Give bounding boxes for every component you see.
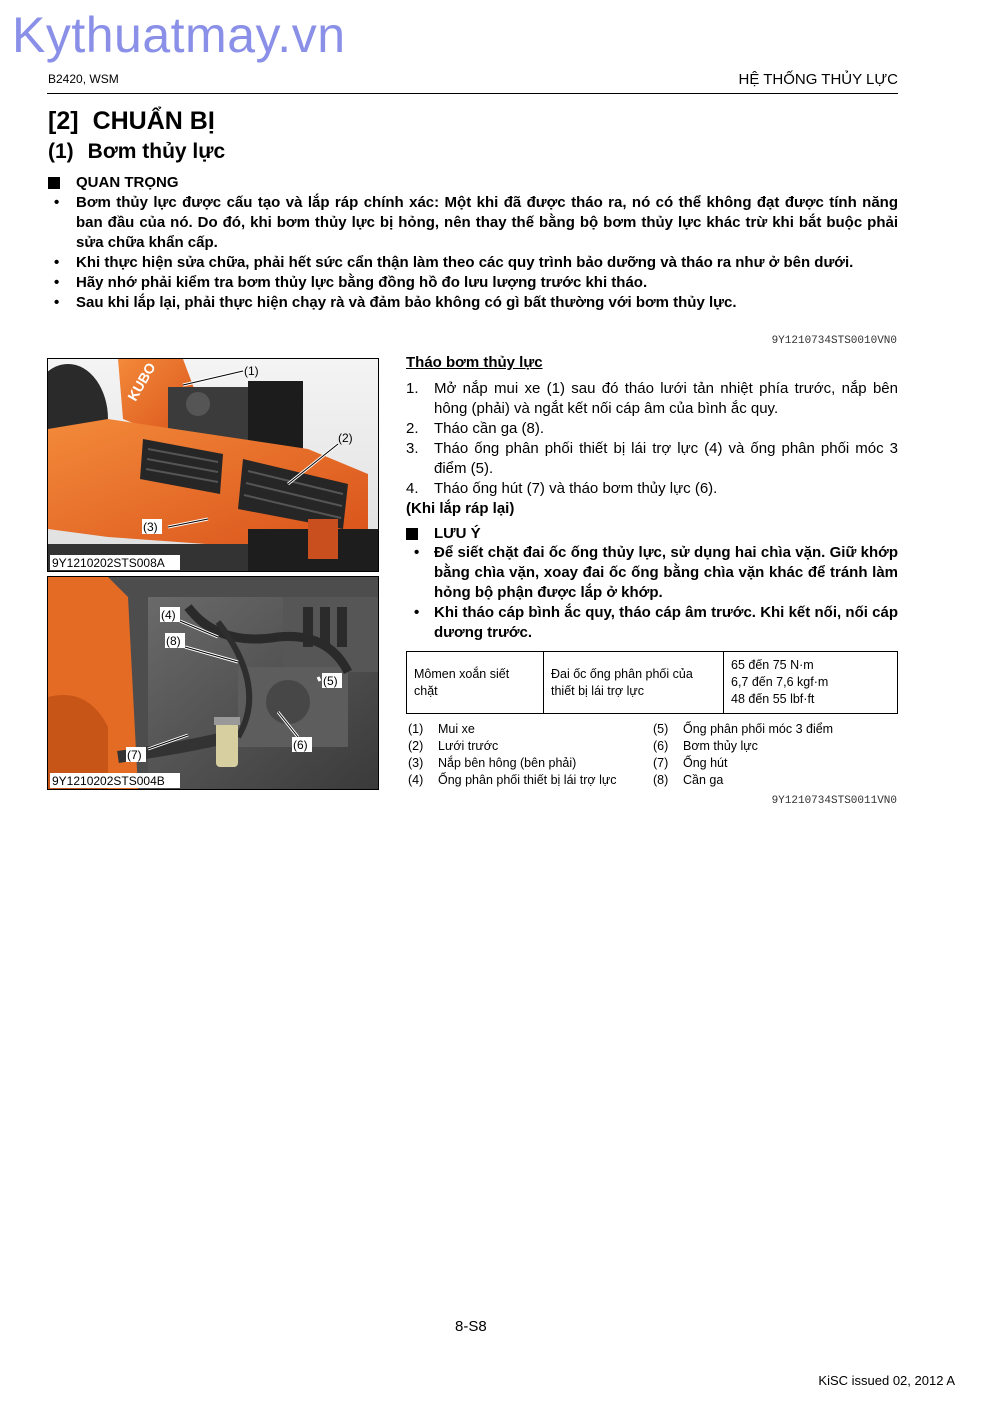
legend-item (653, 721, 898, 738)
legend-key: (6) (653, 739, 669, 753)
step-text: Tháo cần ga (8). (434, 420, 545, 437)
photo-callout-6: (6) (293, 738, 308, 752)
legend-key: (2) (408, 739, 424, 753)
torque-label-cell: Mômen xoắn siết chặt (407, 652, 544, 714)
page-number: 8-S8 (455, 1318, 487, 1335)
procedure-step (406, 439, 898, 479)
subsection-title (48, 140, 225, 164)
note-list (406, 543, 898, 643)
legend-column-left (408, 721, 653, 789)
legend-value: Bơm thủy lực (683, 739, 758, 753)
table-row (407, 652, 898, 714)
legend-item (408, 721, 653, 738)
torque-table (406, 651, 898, 714)
step-number: 3. (406, 440, 419, 457)
step-text: Tháo ống phân phối thiết bị lái trợ lực (4) và ống phân phối móc 3 điểm (5). (434, 440, 898, 477)
photo-callout-5: (5) (323, 674, 338, 688)
parts-legend (408, 721, 898, 789)
legend-column-right (653, 721, 898, 789)
footer-issued: KiSC issued 02, 2012 A (818, 1373, 955, 1388)
photo-callout-8: (8) (166, 634, 181, 648)
legend-item (408, 755, 653, 772)
photo-tractor-front (47, 358, 379, 572)
torque-value-kgfm: 6,7 đến 7,6 kgf·m (731, 675, 829, 689)
note-item: • Khi tháo cáp bình ắc quy, tháo cáp âm trước. Khi kết nối, nối cáp dương trước. (406, 603, 898, 643)
legend-item (653, 772, 898, 789)
reference-code-2: 9Y1210734STS0011VN0 (771, 795, 897, 807)
note-item: • Để siết chặt đai ốc ống thủy lực, sử dụng hai chìa vặn. Giữ khớp bằng chìa vặn, xoay đai ốc ống bằng chìa vặn khác để tránh làm hỏng bộ phận được lắp ở khớp. (406, 543, 898, 603)
photo-callout-1: (1) (244, 364, 259, 378)
photo-callout-3: (3) (143, 520, 158, 534)
step-text: Mở nắp mui xe (1) sau đó tháo lưới tản nhiệt phía trước, nắp bên hông (phải) và ngắt kết nối cáp âm của bình ắc quy. (434, 380, 898, 417)
photo-callout-7: (7) (127, 748, 142, 762)
legend-key: (7) (653, 756, 669, 770)
procedure-step (406, 379, 898, 419)
procedure-steps (406, 379, 898, 499)
torque-value-lbfft: 48 đến 55 lbf·ft (731, 692, 815, 706)
legend-item (408, 772, 653, 789)
step-number: 2. (406, 420, 419, 437)
header-model: B2420, WSM (48, 72, 119, 86)
header-chapter: HỆ THỐNG THỦY LỰC (738, 71, 898, 88)
square-bullet-icon (406, 528, 418, 540)
engine-side-illustration (48, 577, 378, 789)
legend-value: Mui xe (438, 722, 475, 736)
legend-key: (1) (408, 722, 424, 736)
important-heading (48, 174, 179, 191)
tractor-front-illustration (48, 359, 378, 571)
legend-key: (8) (653, 773, 669, 787)
torque-value-nm: 65 đến 75 N·m (731, 658, 814, 672)
reassembly-heading: (Khi lắp ráp lại) (406, 500, 515, 517)
important-item: • Sau khi lắp lại, phải thực hiện chạy rà và đảm bảo không có gì bất thường với bơm thủy lực. (48, 293, 898, 313)
step-number: 4. (406, 480, 419, 497)
legend-key: (3) (408, 756, 424, 770)
important-item: • Khi thực hiện sửa chữa, phải hết sức cẩn thận làm theo các quy trình bảo dưỡng và tháo ra như ở bên dưới. (48, 253, 898, 273)
step-number: 1. (406, 380, 419, 397)
photo-caption-2: 9Y1210202STS004B (52, 774, 165, 788)
legend-value: Nắp bên hông (bên phải) (438, 756, 577, 770)
photo-caption-1: 9Y1210202STS008A (52, 556, 165, 570)
note-heading (406, 525, 481, 542)
brand-text: KUBO (124, 359, 159, 404)
legend-value: Cần ga (683, 773, 724, 787)
torque-item-cell: Đai ốc ống phân phối của thiết bị lái trợ lực (544, 652, 724, 714)
photo-callout-4: (4) (161, 608, 176, 622)
square-bullet-icon (48, 177, 60, 189)
photo-engine-side (47, 576, 379, 790)
torque-values-cell (724, 652, 898, 714)
important-heading-text: QUAN TRỌNG (76, 174, 179, 191)
legend-value: Lưới trước (438, 739, 499, 753)
legend-key: (5) (653, 722, 669, 736)
subsection-number: (1) (48, 140, 74, 163)
subsection-title-text: Bơm thủy lực (87, 140, 226, 163)
important-list (48, 193, 898, 313)
reference-code: 9Y1210734STS0010VN0 (771, 335, 897, 347)
legend-value: Ống phân phối thiết bị lái trợ lực (438, 773, 617, 787)
procedure-step (406, 479, 898, 499)
section-title (48, 107, 215, 136)
important-item: • Bơm thủy lực được cấu tạo và lắp ráp chính xác: Một khi đã được tháo ra, nó có thể không đạt được tính năng ban đầu của nó. Do đó, khi bơm thủy lực bị hỏng, nên thay thế bằng bộ bơm thủy lực khác trừ khi bắt buộc phải sửa chữa khẩn cấp. (48, 193, 898, 253)
photo-callout-2: (2) (338, 431, 353, 445)
section-number: [2] (48, 107, 79, 135)
section-title-text: CHUẨN BỊ (92, 107, 215, 135)
legend-item (408, 738, 653, 755)
watermark: Kythuatmay.vn (12, 7, 346, 63)
header-divider (47, 93, 898, 94)
procedure-step (406, 419, 898, 439)
step-text: Tháo ống hút (7) và tháo bơm thủy lực (6). (434, 480, 718, 497)
legend-value: Ống hút (683, 756, 728, 770)
legend-key: (4) (408, 773, 424, 787)
legend-value: Ống phân phối móc 3 điểm (683, 722, 834, 736)
legend-item (653, 738, 898, 755)
procedure-title: Tháo bơm thủy lực (406, 354, 543, 371)
legend-item (653, 755, 898, 772)
important-item: • Hãy nhớ phải kiểm tra bơm thủy lực bằng đồng hồ đo lưu lượng trước khi tháo. (48, 273, 898, 293)
note-heading-text: LƯU Ý (434, 525, 481, 542)
